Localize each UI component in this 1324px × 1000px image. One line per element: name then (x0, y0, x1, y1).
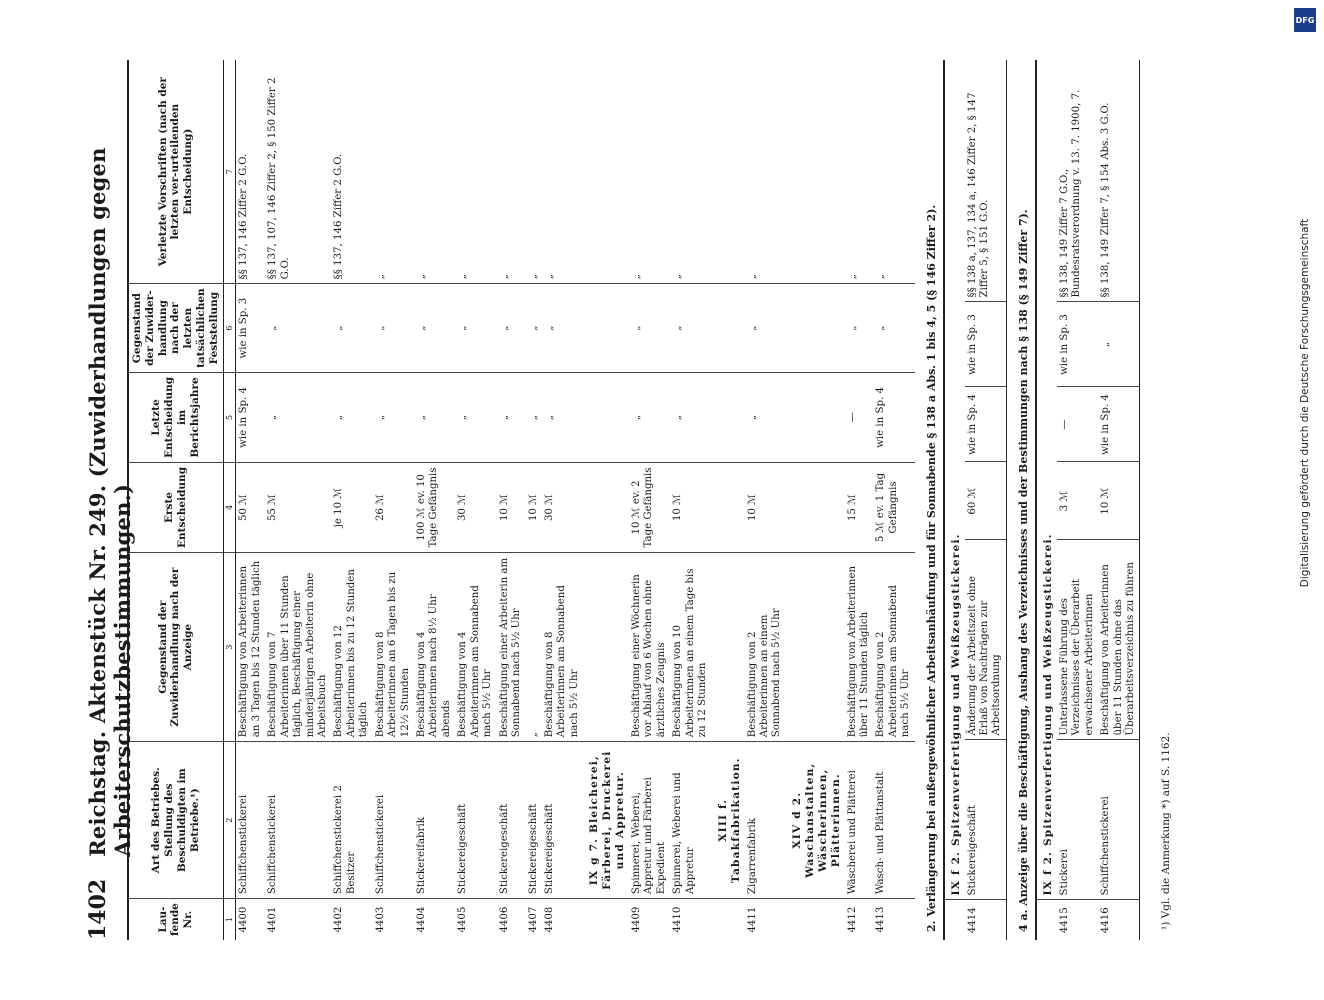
table-row (629, 60, 670, 940)
section-4a (1017, 60, 1141, 940)
table-header-row (128, 60, 223, 940)
table-row (373, 60, 414, 940)
cell-letzte: „ (331, 372, 372, 462)
cell-vorschriften: „ (497, 60, 526, 284)
cell-gegenstand: Beschäftigung von Arbeiterinnen über 11 Stunden täglich (845, 553, 874, 742)
cell-nr: 4413 (875, 906, 887, 933)
cell-gegenstand: Beschäftigung von 12 Arbeiterinnen bis zu 12 Stunden täglich (331, 553, 372, 742)
group-row (944, 60, 965, 940)
table-row (265, 60, 331, 940)
cell-nr: 4401 (267, 906, 279, 933)
cell-erste: 10 ℳ (745, 462, 786, 552)
cell-nr: 4416 (1098, 900, 1140, 940)
cell-vorschriften: „ (526, 60, 542, 284)
cell-erste: 50 ℳ (236, 462, 265, 552)
cell-erste: 5 ℳ ev. 1 Tag Gefängnis (873, 462, 914, 552)
cell-art: Stickereigeschäft (526, 742, 542, 899)
cell-letzte: „ (373, 372, 414, 462)
cell-nr: 4402 (333, 906, 345, 933)
cell-erste: 55 ℳ (265, 462, 331, 552)
cell-feststellung: „ (845, 284, 874, 373)
cell-letzte: „ (745, 372, 786, 462)
col-header-art: Art des Betriebes. Stellung des Beschuldigten im Betriebe.¹) (128, 742, 223, 899)
cell-feststellung: „ (497, 284, 526, 373)
cell-letzte: „ (670, 372, 711, 462)
cell-gegenstand: Unterlassene Führung des Verzeichnisses der Überarbeit erwachsener Arbeiterinnen (1057, 540, 1098, 740)
cell-letzte: „ (265, 372, 331, 462)
cell-erste: 26 ℳ (373, 462, 414, 552)
cell-erste: 30 ℳ (542, 462, 583, 552)
digitization-label: Digitalisierung gefördert durch die Deutsche Forschungsgemeinschaft (1299, 218, 1311, 588)
col-header-feststellung: Gegenstand der Zuwider-handlung nach der letzten tatsächlichen Feststellung (128, 284, 223, 373)
table-body (236, 60, 915, 940)
cell-nr: 4412 (846, 906, 858, 933)
cell-art: Spinnerei, Weberei und Appretur (670, 742, 711, 899)
cell-feststellung: „ (1098, 302, 1140, 387)
group-heading: XIV d 2. Waschanstalten, Wäscherinnen, Plätterinnen. (786, 742, 845, 899)
cell-nr: 4409 (631, 906, 643, 933)
cell-erste: 3 ℳ (1057, 462, 1098, 540)
cell-gegenstand: Änderung der Arbeitszeit ohne Erlaß von Nachträgen zur Arbeitsordnung (965, 540, 1007, 740)
cell-art: Stickereigeschäft (542, 742, 583, 899)
cell-letzte: wie in Sp. 4 (873, 372, 914, 462)
col-header-vorschriften: Verletzte Vorschriften (nach der letzten ver-urteilenden Entscheidung) (128, 60, 223, 284)
group-row (583, 60, 629, 940)
section-2-body (944, 60, 1007, 940)
table-row (1098, 60, 1140, 940)
cell-nr: 4407 (527, 906, 539, 933)
cell-letzte: „ (455, 372, 496, 462)
group-spacer (583, 899, 629, 940)
col-header-letzte: Letzte Entscheidung im Berichtsjahre (128, 372, 223, 462)
violations-table (127, 60, 915, 940)
cell-feststellung: „ (455, 284, 496, 373)
page-header (85, 60, 135, 940)
column-number: 5 (223, 372, 236, 462)
cell-gegenstand: Beschäftigung von 2 Arbeiterinnen an einem Sonnabend nach 5½ Uhr (745, 553, 786, 742)
group-heading: XIII f. Tabakfabrikation. (712, 742, 745, 899)
cell-feststellung: „ (373, 284, 414, 373)
cell-vorschriften: „ (745, 60, 786, 284)
cell-nr: 4406 (498, 906, 510, 933)
cell-art: Stickereigeschäft (965, 740, 1007, 900)
cell-feststellung: „ (873, 284, 914, 373)
cell-erste: 10 ℳ (526, 462, 542, 552)
cell-letzte: „ (542, 372, 583, 462)
cell-nr: 4408 (543, 906, 555, 933)
column-number: 6 (223, 284, 236, 373)
cell-nr: 4415 (1058, 907, 1070, 934)
cell-letzte: wie in Sp. 4 (236, 372, 265, 462)
cell-vorschriften: §§ 137, 107, 146 Ziffer 2, § 150 Ziffer 2 G.O. (265, 60, 331, 284)
cell-erste: je 10 ℳ (331, 462, 372, 552)
empty-cell (786, 462, 845, 552)
col-header-nr: Lau-fende Nr. (128, 899, 223, 940)
group-spacer (1036, 900, 1057, 940)
cell-art: Schiffchenstickerei (373, 742, 414, 899)
group-heading: IX g 7. Bleicherei, Färberei, Druckerei und Appretur. (583, 742, 629, 899)
cell-gegenstand: Beschäftigung von 8 Arbeiterinnen an 6 Tagen bis zu 12½ Stunden (373, 553, 414, 742)
cell-feststellung: „ (331, 284, 372, 373)
cell-gegenstand: Beschäftigung von 7 Arbeiterinnen über 11 Stunden täglich, Beschäftigung einer minderjährigen Arbeiterin ohne Arbeitsbuch (265, 553, 331, 742)
group-row (1036, 60, 1057, 940)
cell-art: Stickereifabrik (414, 742, 455, 899)
cell-gegenstand: Beschäftigung von Arbeiterinnen an 3 Tagen bis 12 Stunden täglich (236, 553, 265, 742)
cell-letzte: — (845, 372, 874, 462)
cell-art: Schiffchenstickerei 2 Besitzer (331, 742, 372, 899)
empty-cell (786, 284, 845, 373)
column-number: 2 (223, 742, 236, 899)
cell-erste: 10 ℳ (1098, 462, 1140, 540)
cell-letzte: wie in Sp. 4 (1098, 387, 1140, 462)
cell-nr: 4411 (746, 906, 758, 933)
cell-vorschriften: „ (873, 60, 914, 284)
cell-vorschriften: „ (455, 60, 496, 284)
group-spacer (786, 899, 845, 940)
cell-gegenstand: Beschäftigung von Arbeiterinnen über 11 Stunden ohne das Überarbeitsverzeichnis zu führen (1098, 540, 1140, 740)
cell-art: Wäscherei und Plätterei (845, 742, 874, 899)
table-row (845, 60, 874, 940)
group-row (786, 60, 845, 940)
table-row (236, 60, 265, 940)
group-spacer (712, 899, 745, 940)
section-4a-table (1035, 60, 1141, 940)
column-number: 1 (223, 899, 236, 940)
cell-feststellung: wie in Sp. 3 (1057, 302, 1098, 387)
group-row (712, 60, 745, 940)
cell-nr: 4404 (416, 906, 428, 933)
page-number: 1402 (85, 878, 111, 940)
table-row (414, 60, 455, 940)
empty-cell (583, 553, 629, 742)
cell-nr: 4403 (374, 906, 386, 933)
cell-gegenstand: Beschäftigung von 8 Arbeiterinnen am Sonnabend nach 5½ Uhr (542, 553, 583, 742)
cell-art: Schiffchenstickerei (265, 742, 331, 899)
empty-cell (583, 372, 629, 462)
column-number: 3 (223, 553, 236, 742)
cell-nr: 4414 (965, 900, 1007, 940)
cell-art: Spinnerei, Weberei, Appretur und Färberei Expedient (629, 742, 670, 899)
document-page (85, 60, 1172, 940)
empty-cell (583, 284, 629, 373)
cell-vorschriften: §§ 138 a, 137, 134 a, 146 Ziffer 2, § 147 Ziffer 5, § 151 G.O. (965, 60, 1007, 302)
cell-letzte: „ (526, 372, 542, 462)
cell-gegenstand: Beschäftigung von 2 Arbeiterinnen am Sonnabend nach 5½ Uhr (873, 553, 914, 742)
cell-art: Stickereigeschäft (455, 742, 496, 899)
cell-art: Stickerei (1057, 740, 1098, 900)
empty-cell (786, 553, 845, 742)
dfg-logo: DFG (1294, 8, 1316, 32)
cell-feststellung: „ (542, 284, 583, 373)
table-row (873, 60, 914, 940)
table-row (331, 60, 372, 940)
cell-vorschriften: „ (629, 60, 670, 284)
cell-gegenstand: Beschäftigung einer Wöchnerin vor Ablauf von 6 Wochen ohne ärztliches Zeugnis (629, 553, 670, 742)
page-title: Reichstag. Aktenstück Nr. 249. (Zuwiderhandlungen gegen Arbeiterschutzbestimmungen.) (85, 147, 135, 857)
cell-vorschriften: „ (373, 60, 414, 284)
cell-erste: 10 ℳ (670, 462, 711, 552)
cell-erste: 15 ℳ (845, 462, 874, 552)
cell-letzte: „ (629, 372, 670, 462)
footnote: ¹) Vgl. die Anmerkung *) auf S. 1162. (1160, 732, 1173, 930)
table-row (965, 60, 1007, 940)
cell-vorschriften: §§ 138, 149 Ziffer 7 G.O., Bundesratsverordnung v. 13. 7. 1900, 7. (1057, 60, 1098, 302)
column-number: 7 (223, 60, 236, 284)
cell-art: Schiffchenstickerei (1098, 740, 1140, 900)
section-2-heading: 2. Verlängerung bei außergewöhnlicher Arbeitsanhäufung und für Sonnabende § 138 a Abs. 1 bis 4, 5 (§ 146 Ziffer 2). (924, 204, 938, 932)
column-number-row (223, 60, 236, 940)
cell-art: Stickereigeschäft (497, 742, 526, 899)
cell-feststellung: „ (745, 284, 786, 373)
cell-art: Zigarrenfabrik (745, 742, 786, 899)
cell-erste: 10 ℳ ev. 2 Tage Gefängnis (629, 462, 670, 552)
table-row (542, 60, 583, 940)
table-row (1057, 60, 1098, 940)
section-2-table (943, 60, 1007, 940)
cell-vorschriften: §§ 137, 146 Ziffer 2 G.O. (236, 60, 265, 284)
cell-gegenstand: Beschäftigung von 4 Arbeiterinnen nach 8½ Uhr abends (414, 553, 455, 742)
group-heading: IX f 2. Spitzenverfertigung und Weißzeugstickerei. (1036, 60, 1057, 900)
cell-vorschriften: „ (670, 60, 711, 284)
table-row (455, 60, 496, 940)
cell-gegenstand: Beschäftigung einer Arbeiterin am Sonnabend nach 5½ Uhr (497, 553, 526, 742)
cell-gegenstand: Beschäftigung von 10 Arbeiterinnen an einem Tage bis zu 12 Stunden (670, 553, 711, 742)
group-heading: IX f 2. Spitzenverfertigung und Weißzeugstickerei. (944, 60, 965, 900)
empty-cell (786, 372, 845, 462)
cell-erste: 100 ℳ ev. 10 Tage Gefängnis (414, 462, 455, 552)
section-2 (925, 60, 1007, 940)
cell-vorschriften: „ (414, 60, 455, 284)
empty-cell (583, 462, 629, 552)
cell-art: Schiffchenstickerei (236, 742, 265, 899)
cell-nr: 4400 (238, 906, 250, 933)
empty-cell (583, 60, 629, 284)
cell-gegenstand: Beschäftigung von 4 Arbeiterinnen am Sonnabend nach 5½ Uhr (455, 553, 496, 742)
section-4a-body (1036, 60, 1140, 940)
column-number: 4 (223, 462, 236, 552)
cell-feststellung: „ (670, 284, 711, 373)
table-row (670, 60, 711, 940)
empty-cell (712, 462, 745, 552)
cell-letzte: wie in Sp. 4 (965, 387, 1007, 462)
cell-feststellung: „ (414, 284, 455, 373)
cell-erste: 60 ℳ (965, 462, 1007, 540)
table-row (745, 60, 786, 940)
cell-nr: 4405 (457, 906, 469, 933)
cell-vorschriften: §§ 138, 149 Ziffer 7, § 154 Abs. 3 G.O. (1098, 60, 1140, 302)
cell-feststellung: wie in Sp. 3 (236, 284, 265, 373)
table-row (497, 60, 526, 940)
empty-cell (786, 60, 845, 284)
cell-vorschriften: §§ 137, 146 Ziffer 2 G.O. (331, 60, 372, 284)
empty-cell (712, 372, 745, 462)
empty-cell (712, 553, 745, 742)
cell-nr: 4410 (672, 906, 684, 933)
empty-cell (712, 60, 745, 284)
col-header-gegenstand: Gegenstand der Zuwiderhandlung nach der Anzeige (128, 553, 223, 742)
cell-letzte: „ (414, 372, 455, 462)
empty-cell (712, 284, 745, 373)
cell-gegenstand: „ (526, 553, 542, 742)
cell-letzte: „ (497, 372, 526, 462)
cell-feststellung: „ (629, 284, 670, 373)
cell-feststellung: „ (526, 284, 542, 373)
cell-vorschriften: „ (845, 60, 874, 284)
cell-erste: 30 ℳ (455, 462, 496, 552)
cell-vorschriften: „ (542, 60, 583, 284)
table-row (526, 60, 542, 940)
digitization-credit (1293, 8, 1317, 998)
cell-erste: 10 ℳ (497, 462, 526, 552)
cell-art: Wasch- und Plättanstalt (873, 742, 914, 899)
cell-feststellung: „ (265, 284, 331, 373)
cell-letzte: — (1057, 387, 1098, 462)
section-4a-heading: 4 a. Anzeige über die Beschäftigung, Aushang des Verzeichnisses und der Bestimmungen nach § 138 (§ 149 Ziffer 7). (1016, 209, 1030, 932)
cell-feststellung: wie in Sp. 3 (965, 302, 1007, 387)
group-spacer (944, 900, 965, 940)
col-header-erste: Erste Entscheidung (128, 462, 223, 552)
